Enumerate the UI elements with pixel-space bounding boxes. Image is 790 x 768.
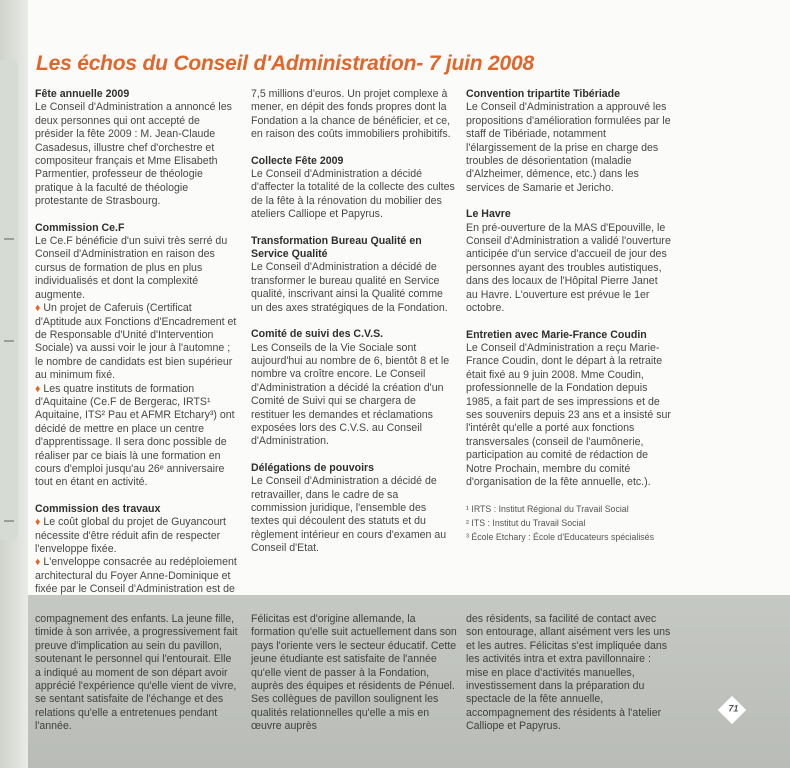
section-heading: Convention tripartite Tibériade xyxy=(466,88,621,100)
section-paragraph: Le Ce.F bénéficie d'un suivi très serré du Conseil d'Administration en raison des cursus de formation de plus en plus individualisés et dont la complexité augmente. xyxy=(35,235,228,301)
left-margin-mark xyxy=(4,238,14,240)
bullet-text: Les quatre instituts de formation d'Aquitaine (Ce.F de Bergerac, IRTS¹ Aquitaine, ITS² Pau et AFMR Etchary³) ont décidé de mettre en place un centre d'apprentissage. Il sera donc possible de réaliser par ce biais là une formation en cours d'emploi jusqu'au 26ᵉ anniversaire tout en étant en activité. xyxy=(35,382,235,489)
section-paragraph: Le Conseil d'Administration a approuvé les propositions d'amélioration formulées par le staff de Tibériade, notamment l'élargissement de la prise en charge des troubles de désorientation (maladie d'Alzheimer, démence, etc.) dans les services de Samarie et Jericho. xyxy=(466,101,671,194)
section-heading: Le Havre xyxy=(466,208,511,221)
article-section xyxy=(466,208,672,315)
article-section xyxy=(251,328,457,449)
bullet-item xyxy=(35,383,240,490)
column-1 xyxy=(35,88,240,610)
diamond-bullet-icon: ♦ xyxy=(35,382,44,395)
section-heading: Fête annuelle 2009 xyxy=(35,88,130,100)
lower-paragraph: Félicitas est d'origine allemande, la formation qu'elle suit actuellement dans son pays l'oriente vers le secteur éducatif. Cette jeune étudiante est satisfaite de l'année qu'elle vient de passer à la Fondation, auprès des équipes et résidents de Pénuel. Ses collègues de pavillon soulignent les qualités relationnelles qu'elle a mis en œuvre auprès xyxy=(251,613,457,733)
article-section xyxy=(251,88,457,142)
bullet-text: Le coût global du projet de Guyancourt nécessite d'être réduit afin de respecter l'enveloppe fixée. xyxy=(35,516,226,555)
bullet-item xyxy=(35,302,240,382)
lower-paragraph: compagnement des enfants. La jeune fille, timide à son arrivée, a progressivement fait preuve d'implication au sein du pavillon, soutenant le personnel qui l'entourait. Elle a indiqué au moment de son départ avoir apprécié l'expérience qu'elle vient de vivre, se sentant satisfaite de l'échange et des relations qu'elle a entretenues pendant l'année. xyxy=(35,613,238,733)
section-paragraph: En pré-ouverture de la MAS d'Epouville, le Conseil d'Administration a validé l'ouverture anticipée d'un service d'accueil de jour des personnes ayant des troubles autistiques, dans des locaux de l'Hôpital Pierre Janet au Havre. L'ouverture est prévue le 1er octobre. xyxy=(466,221,671,315)
lower-column-3 xyxy=(466,613,672,734)
section-heading: Transformation Bureau Qualité en Service Qualité xyxy=(251,234,422,261)
section-paragraph: 7,5 millions d'euros. Un projet complexe à mener, en dépit des fonds propres dont la Fondation a la chance de bénéficier, et ce, en raison des coûts immobiliers prohibitifs. xyxy=(251,88,451,141)
section-paragraph: Les Conseils de la Vie Sociale sont aujourd'hui au nombre de 6, bientôt 8 et le nombre va croître encore. Le Conseil d'Administration a décidé la création d'un Comité de Suivi qui se chargera de restituer les demandes et réclamations exposées lors des C.V.S. au Conseil d'Administration. xyxy=(251,341,450,448)
lower-column-1 xyxy=(35,613,240,734)
page-number: 71 xyxy=(728,703,739,714)
column-3 xyxy=(466,88,672,544)
bullet-item xyxy=(35,556,240,596)
article-section xyxy=(466,329,672,490)
lower-photo-section xyxy=(28,595,790,768)
diamond-bullet-icon: ♦ xyxy=(35,516,44,529)
section-paragraph: Le Conseil d'Administration a annoncé les deux personnes qui ont accepté de présider la fête 2009 : M. Jean-Claude Casadesus, illustre chef d'orchestre et compositeur français et Mme Elisabeth Parmentier, professeur de théologie pratique à la faculté de théologie protestante de Strasbourg. xyxy=(35,101,232,208)
footnote: ² ITS : Institut du Travail Social xyxy=(466,518,586,529)
section-paragraph: Le Conseil d'Administration a décidé de transformer le bureau qualité en Service qualité, inscrivant ainsi la Qualité comme un des axes stratégiques de la Fondation. xyxy=(251,261,448,314)
article-section xyxy=(466,88,672,195)
article-section xyxy=(35,222,240,490)
footnote: ³ École Etchary : École d'Educateurs spécialisés xyxy=(466,532,654,543)
article-section xyxy=(251,235,457,315)
bullet-text: Un projet de Caferuis (Certificat d'Aptitude aux Fonctions d'Encadrement et de Responsable d'Unité d'Intervention Sociale) va aussi voir le jour à l'automne ; le nombre de candidats est bien supérieur au minimum fixé. xyxy=(35,302,237,382)
lower-paragraph: des résidents, sa facilité de contact avec son entourage, allant aisément vers les uns et les autres. Félicitas s'est impliquée dans les activités intra et extra pavillonnaire : mise en place d'activités manuelles, investissement dans la préparation du spectacle de la fête annuelle, accompagnement des résidents à l'atelier Calliope et Papyrus. xyxy=(466,613,671,733)
footnotes xyxy=(466,502,672,544)
section-heading: Commission des travaux xyxy=(35,502,161,515)
diamond-bullet-icon: ♦ xyxy=(35,556,44,569)
page-title: Les échos du Conseil d'Administration- 7 juin 2008 xyxy=(36,52,534,75)
left-margin-mark xyxy=(4,340,14,342)
bullet-text: L'enveloppe consacrée au redéploiement architectural du Foyer Anne-Dominique et fixée par le Conseil d'Administration est de xyxy=(35,556,237,596)
article-section xyxy=(35,503,240,597)
left-margin-mark xyxy=(4,520,14,522)
section-heading: Commission Ce.F xyxy=(35,221,125,234)
section-paragraph: Le Conseil d'Administration a décidé d'affecter la totalité de la collecte des cultes de la fête à la rénovation du mobilier des ateliers Calliope et Papyrus. xyxy=(251,168,455,221)
left-page-edge xyxy=(0,0,28,768)
section-heading: Collecte Fête 2009 xyxy=(251,154,344,167)
section-paragraph: Le Conseil d'Administration a reçu Marie-France Coudin, dont le départ à la retraite était fixé au 9 juin 2008. Mme Coudin, professionnelle de la Fondation depuis 1985, a fait part de ses impressions et de ses souvenirs depuis 23 ans et a insisté sur l'intérêt qu'elle a porté aux fonctions transversales (conseil de l'aumônerie, participation au comité de rédaction de Notre Prochain, membre du comité d'organisation de la fête annuelle, etc.). xyxy=(466,341,671,488)
article-page xyxy=(28,0,790,595)
diamond-bullet-icon: ♦ xyxy=(35,302,44,315)
article-section xyxy=(35,88,240,209)
bullet-item xyxy=(35,516,240,556)
section-paragraph: Le Conseil d'Administration a décidé de retravailler, dans le cadre de sa commission juridique, l'ensemble des textes qui découlent des statuts et du règlement intérieur en cours d'examen au Conseil d'Etat. xyxy=(251,475,447,555)
article-section xyxy=(251,155,457,222)
column-2 xyxy=(251,88,457,569)
section-heading: Délégations de pouvoirs xyxy=(251,461,375,474)
lower-column-2 xyxy=(251,613,457,734)
footnote: ¹ IRTS : Institut Régional du Travail Social xyxy=(466,504,629,515)
section-heading: Entretien avec Marie-France Coudin xyxy=(466,328,647,341)
article-section xyxy=(251,462,457,556)
left-page-tab xyxy=(0,60,18,540)
section-heading: Comité de suivi des C.V.S. xyxy=(251,328,384,341)
